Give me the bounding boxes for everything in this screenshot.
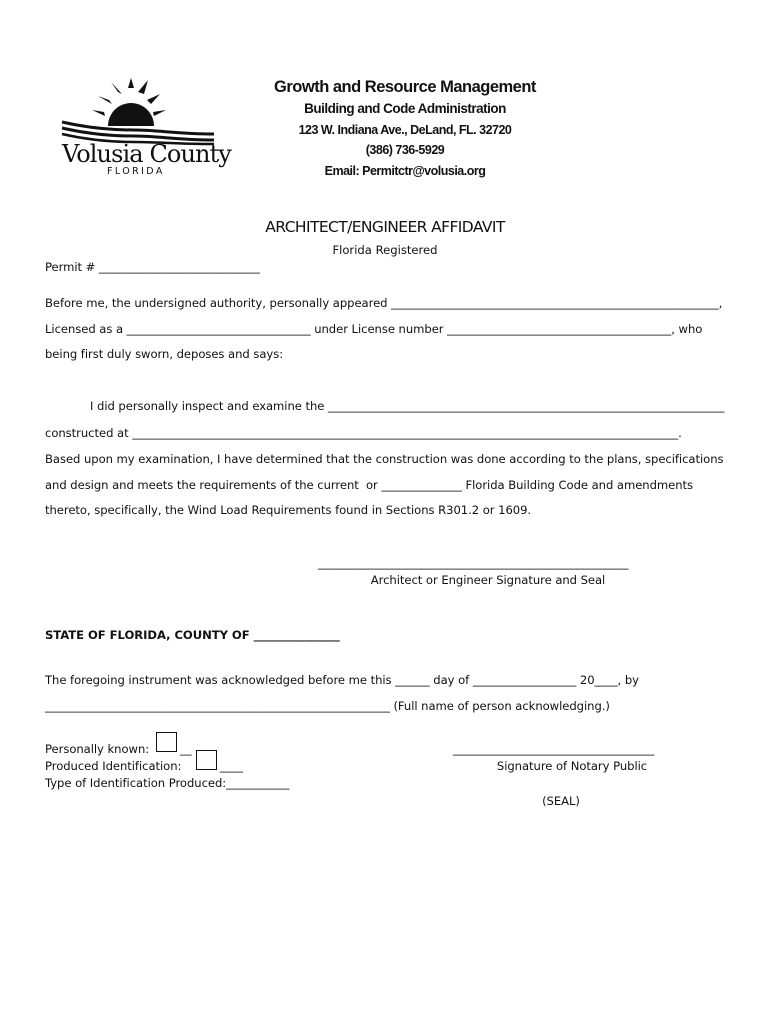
seal-label: (SEAL) (542, 794, 580, 808)
notary-signature-line[interactable]: ___________________________________ (453, 742, 655, 756)
produced-identification-blank: ____ (220, 759, 243, 773)
notary-signature-label: Signature of Notary Public (496, 759, 648, 773)
appeared-before-line[interactable]: Before me, the undersigned authority, personally appeared _________________________________________________________, (45, 296, 723, 310)
license-line[interactable]: Licensed as a ________________________________ under License number _______________________________________, who (45, 322, 703, 336)
form-subtitle: Florida Registered (332, 243, 438, 257)
architect-signature-line[interactable]: ______________________________________________________ (318, 556, 629, 570)
state-county-line[interactable]: STATE OF FLORIDA, COUNTY OF _______________ (45, 628, 340, 642)
wind-load-line: thereto, specifically, the Wind Load Requirements found in Sections R301.2 or 1609. (45, 503, 532, 517)
personally-known-checkbox[interactable] (156, 732, 177, 752)
logo-wordmark: Volusia County (62, 140, 231, 168)
office-phone: (386) 736-5929 (365, 143, 445, 157)
division-heading: Building and Code Administration (304, 101, 506, 116)
office-email: Email: Permitctr@volusia.org (324, 164, 486, 178)
determination-line: Based upon my examination, I have determined that the construction was done according to the plans, specifications (45, 452, 724, 466)
produced-identification-checkbox[interactable] (196, 750, 217, 770)
code-edition-line[interactable]: and design and meets the requirements of the current or ______________ Florida Building Code and amendments (45, 478, 694, 492)
constructed-at-line[interactable]: constructed at _______________________________________________________________________________________________. (45, 426, 682, 440)
form-title: ARCHITECT/ENGINEER AFFIDAVIT (265, 218, 505, 236)
department-heading: Growth and Resource Management (274, 78, 536, 96)
personally-known-label: Personally known: (45, 742, 150, 756)
logo-state: FLORIDA (107, 166, 165, 177)
personally-known-blank: __ (180, 742, 192, 756)
acknowledgment-line[interactable]: The foregoing instrument was acknowledged before me this ______ day of __________________ 20____, by (45, 673, 639, 687)
inspection-line[interactable]: I did personally inspect and examine the _____________________________________________________________________ (90, 399, 725, 413)
acknowledger-name-line[interactable]: ____________________________________________________________ (Full name of person acknowledging.) (45, 699, 610, 713)
architect-signature-label: Architect or Engineer Signature and Seal (370, 573, 606, 587)
permit-number-field[interactable]: Permit # ____________________________ (45, 260, 260, 274)
office-address: 123 W. Indiana Ave., DeLand, FL. 32720 (298, 123, 512, 137)
identification-type-field[interactable]: Type of Identification Produced:___________ (45, 776, 290, 790)
sworn-line: being first duly sworn, deposes and says: (45, 347, 284, 361)
produced-identification-label: Produced Identification: (45, 759, 182, 773)
